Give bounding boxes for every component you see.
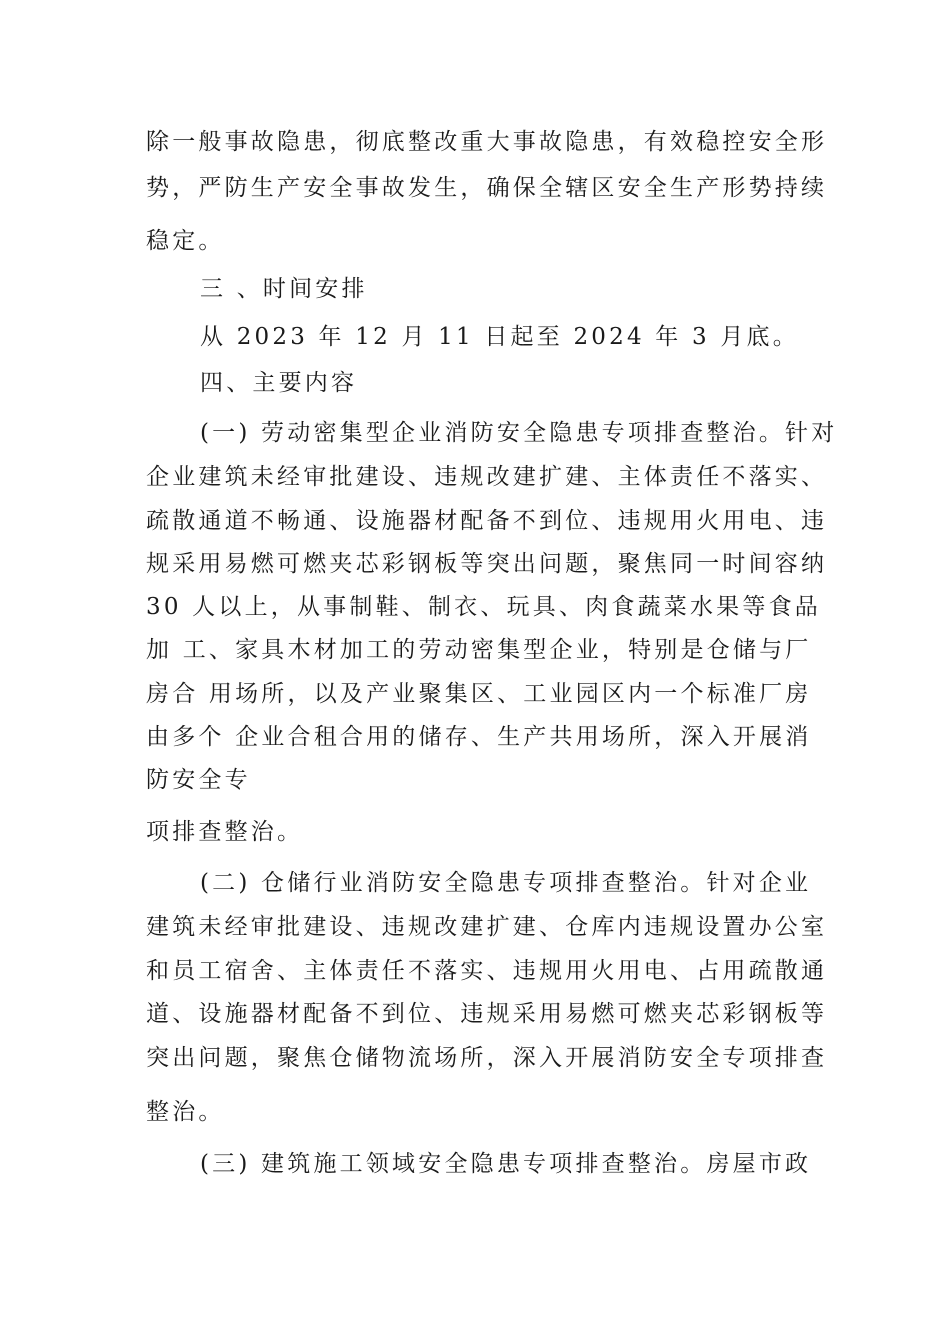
- body-text-line: 和员工宿舍、主体责任不落实、违规用火用电、占用疏散通: [146, 958, 828, 984]
- body-text-line: 30 人以上，从事制鞋、制衣、玩具、肉食蔬菜水果等食品: [146, 594, 821, 620]
- subsection-title: (一) 劳动密集型企业消防安全隐患专项排查整治。针对: [200, 420, 838, 446]
- subsection-title: (三) 建筑施工领域安全隐患专项排查整治。房屋市政: [200, 1151, 812, 1177]
- body-text-line: 防安全专: [146, 767, 251, 793]
- body-text-line: 规采用易燃可燃夹芯彩钢板等突出问题，聚焦同一时间容纳: [146, 551, 828, 577]
- body-text-line: 建筑未经审批建设、违规改建扩建、仓库内违规设置办公室: [146, 914, 828, 940]
- body-text-line: 势，严防生产安全事故发生，确保全辖区安全生产形势持续: [146, 175, 828, 201]
- body-text-line: 突出问题，聚焦仓储物流场所，深入开展消防安全专项排查: [146, 1045, 828, 1071]
- body-text-line: 稳定。: [146, 228, 225, 254]
- body-text-line: 疏散通道不畅通、设施器材配备不到位、违规用火用电、违: [146, 508, 828, 534]
- body-text-line: 加 工、家具木材加工的劳动密集型企业，特别是仓储与厂: [146, 637, 812, 663]
- body-text-line: 项排查整治。: [146, 819, 304, 845]
- section-heading: 三 、时间安排: [200, 276, 368, 302]
- body-text-line: 除一般事故隐患，彻底整改重大事故隐患，有效稳控安全形: [146, 129, 828, 155]
- body-text-line: 道、设施器材配备不到位、违规采用易燃可燃夹芯彩钢板等: [146, 1001, 828, 1027]
- section-heading: 四、主要内容: [200, 370, 358, 396]
- body-text-line: 整治。: [146, 1099, 225, 1125]
- body-text-line: 从 2023 年 12 月 11 日起至 2024 年 3 月底。: [200, 324, 799, 350]
- body-text-line: 房合 用场所，以及产业聚集区、工业园区内一个标准厂房: [146, 681, 812, 707]
- body-text-line: 由多个 企业合租合用的储存、生产共用场所，深入开展消: [146, 724, 812, 750]
- body-text-line: 企业建筑未经审批建设、违规改建扩建、主体责任不落实、: [146, 464, 828, 490]
- subsection-title: (二) 仓储行业消防安全隐患专项排查整治。针对企业: [200, 870, 812, 896]
